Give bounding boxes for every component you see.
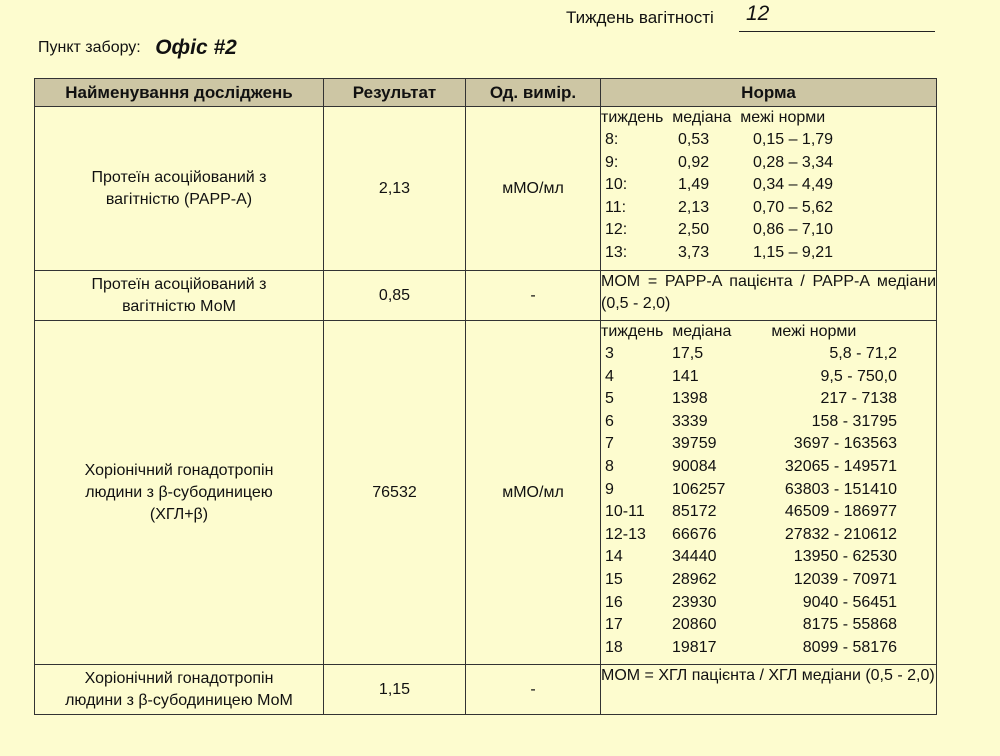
norm-median: 90084: [672, 457, 717, 475]
norm-row: [601, 388, 936, 411]
pregnancy-week-field: [566, 2, 938, 32]
norm-range: 8099 - 58176: [802, 638, 897, 656]
norm-week: 6: [605, 412, 614, 430]
test-name: Протеїн асоційований з вагітністю МоМ: [35, 271, 324, 321]
test-norm: [601, 271, 937, 321]
table-row: [35, 107, 937, 271]
collection-point-value: Офіс #2: [155, 36, 237, 59]
table-row: [35, 321, 937, 665]
norm-row: [601, 411, 936, 434]
norm-row: [601, 524, 936, 547]
norm-row: [601, 433, 936, 456]
norm-week: 5: [605, 390, 614, 408]
norm-median: 106257: [672, 480, 726, 498]
table-row: [35, 665, 937, 715]
norm-formula: МОМ = PAPP-A пацієнта / PAPP-A медіани (0,5 - 2,0): [601, 273, 936, 312]
norm-median: 85172: [672, 503, 717, 521]
test-unit: мМО/мл: [466, 107, 601, 271]
test-norm: [601, 665, 937, 715]
norm-week: 9: [605, 480, 614, 498]
norm-row: [601, 366, 936, 389]
norm-range: 8175 - 55868: [802, 616, 897, 634]
norm-week: 11:: [605, 198, 627, 216]
test-name: Хоріонічний гонадотропін людини з β-субодиницею (ХГЛ+β): [35, 321, 324, 665]
norm-range: 12039 - 70971: [793, 570, 897, 588]
norm-header: тиждень медіана межі норми: [601, 323, 857, 340]
norm-header: тиждень медіана межі норми: [601, 109, 826, 126]
test-norm: [601, 321, 937, 665]
test-name: Хоріонічний гонадотропін людини з β-субодиницею МоМ: [35, 665, 324, 715]
norm-week: 14: [605, 548, 623, 566]
column-header-result: Результат: [324, 79, 466, 107]
collection-point-label: Пункт забору:: [38, 39, 141, 56]
norm-week: 10:: [605, 176, 628, 194]
test-result: 1,15: [324, 665, 466, 715]
test-unit: -: [466, 665, 601, 715]
norm-row: [601, 219, 936, 242]
norm-range: 32065 - 149571: [784, 457, 897, 475]
norm-range: 3697 - 163563: [793, 435, 897, 453]
norm-row: [601, 592, 936, 615]
norm-row: [601, 501, 936, 524]
table-row: [35, 271, 937, 321]
norm-week: 9:: [605, 153, 619, 171]
norm-range: 0,86 – 7,10: [753, 221, 834, 239]
norm-row: [601, 152, 936, 175]
norm-week: 8: [605, 457, 614, 475]
norm-week: 4: [605, 367, 614, 385]
pregnancy-week-value: 12: [746, 2, 770, 25]
norm-median: 0,53: [678, 131, 710, 148]
norm-median: 17,5: [672, 345, 704, 362]
column-header-norm: Норма: [601, 79, 937, 107]
pregnancy-week-underline: [739, 31, 935, 32]
norm-rows: [601, 129, 936, 265]
norm-row: [601, 479, 936, 502]
norm-range: 0,28 – 3,34: [753, 153, 834, 171]
norm-median: 3,73: [678, 243, 710, 261]
norm-median: 141: [672, 367, 699, 385]
norm-formula: МОМ = ХГЛ пацієнта / ХГЛ медіани (0,5 - 2,0): [601, 667, 935, 684]
norm-week: 13:: [605, 243, 628, 261]
norm-range: 27832 - 210612: [784, 525, 897, 543]
norm-range: 13950 - 62530: [793, 548, 897, 566]
norm-median: 3339: [672, 412, 708, 430]
norm-rows: [601, 343, 936, 659]
norm-week: 17: [605, 616, 623, 634]
norm-range: 46509 - 186977: [784, 503, 897, 521]
norm-median: 66676: [672, 525, 717, 543]
norm-range: 1,15 – 9,21: [753, 243, 834, 261]
norm-range: 63803 - 151410: [784, 480, 897, 498]
norm-row: [601, 456, 936, 479]
norm-row: [601, 569, 936, 592]
norm-row: [601, 614, 936, 637]
norm-week: 16: [605, 593, 623, 611]
test-result: 0,85: [324, 271, 466, 321]
norm-week: 10-11: [605, 503, 645, 521]
test-result: 2,13: [324, 107, 466, 271]
table-header-row: [35, 79, 937, 107]
results-table: [34, 78, 937, 715]
collection-point: [38, 36, 237, 60]
pregnancy-week-label: Тиждень вагітності: [566, 8, 714, 27]
norm-week: 7: [605, 435, 614, 453]
column-header-name: Найменування досліджень: [35, 79, 324, 107]
norm-median: 39759: [672, 435, 717, 453]
test-name: Протеїн асоційований з вагітністю (PAPP-A): [35, 107, 324, 271]
norm-row: [601, 129, 936, 152]
norm-range: 9,5 - 750,0: [820, 367, 897, 385]
norm-range: 0,15 – 1,79: [753, 131, 834, 148]
norm-median: 23930: [672, 593, 717, 611]
norm-row: [601, 546, 936, 569]
norm-median: 1,49: [678, 176, 710, 194]
norm-range: 217 - 7138: [820, 390, 897, 408]
norm-week: 12:: [605, 221, 628, 239]
norm-week: 15: [605, 570, 623, 588]
norm-week: 8:: [605, 131, 619, 148]
norm-median: 0,92: [678, 153, 710, 171]
norm-row: [601, 197, 936, 220]
norm-range: 158 - 31795: [811, 412, 897, 430]
test-result: 76532: [324, 321, 466, 665]
norm-median: 19817: [672, 638, 717, 656]
test-norm: [601, 107, 937, 271]
norm-week: 12-13: [605, 525, 646, 543]
norm-median: 1398: [672, 390, 708, 408]
norm-median: 34440: [672, 548, 717, 566]
norm-week: 3: [605, 345, 614, 362]
norm-week: 18: [605, 638, 623, 656]
norm-median: 2,50: [678, 221, 710, 239]
column-header-unit: Од. вимір.: [466, 79, 601, 107]
test-unit: мМО/мл: [466, 321, 601, 665]
test-unit: -: [466, 271, 601, 321]
norm-range: 5,8 - 71,2: [829, 345, 897, 362]
norm-row: [601, 637, 936, 660]
norm-range: 0,34 – 4,49: [753, 176, 834, 194]
norm-median: 20860: [672, 616, 717, 634]
norm-row: [601, 174, 936, 197]
norm-row: [601, 343, 936, 366]
norm-range: 0,70 – 5,62: [753, 198, 834, 216]
norm-range: 9040 - 56451: [802, 593, 897, 611]
norm-median: 2,13: [678, 198, 710, 216]
norm-row: [601, 242, 936, 265]
norm-median: 28962: [672, 570, 717, 588]
